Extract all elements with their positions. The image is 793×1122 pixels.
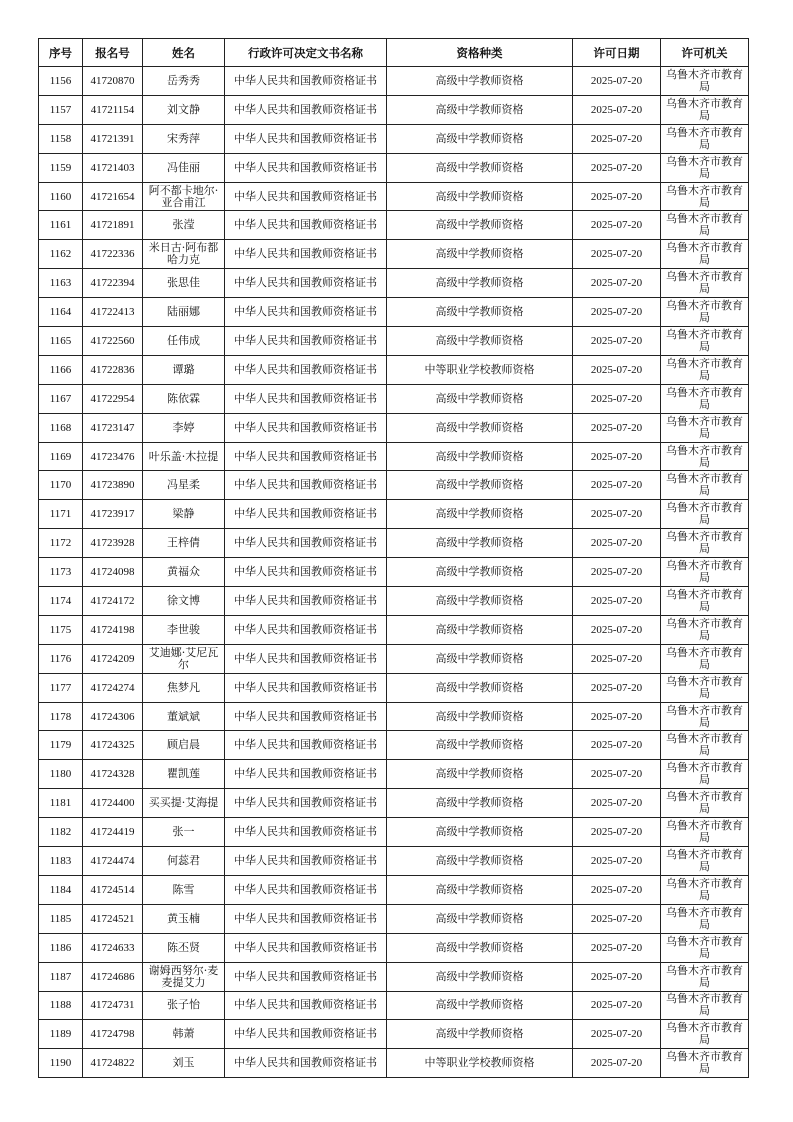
table-row [39, 327, 749, 356]
table-row [39, 1020, 749, 1049]
cell-qualification-type: 高级中学教师资格 [387, 327, 573, 356]
cell-name: 阿不都卡地尔·亚合甫江 [143, 182, 225, 211]
table-row [39, 789, 749, 818]
cell-qualification-type: 高级中学教师资格 [387, 702, 573, 731]
cell-index: 1172 [39, 529, 83, 558]
cell-registration-number: 41722413 [83, 298, 143, 327]
cell-index: 1156 [39, 67, 83, 96]
cell-document-name: 中华人民共和国教师资格证书 [225, 182, 387, 211]
header-permit-authority: 许可机关 [661, 39, 749, 67]
cell-name: 董斌斌 [143, 702, 225, 731]
cell-document-name: 中华人民共和国教师资格证书 [225, 587, 387, 616]
table-row [39, 355, 749, 384]
cell-name: 冯星柔 [143, 471, 225, 500]
cell-document-name: 中华人民共和国教师资格证书 [225, 355, 387, 384]
cell-index: 1180 [39, 760, 83, 789]
cell-document-name: 中华人民共和国教师资格证书 [225, 124, 387, 153]
cell-permit-authority: 乌鲁木齐市教育局 [661, 442, 749, 471]
cell-index: 1164 [39, 298, 83, 327]
cell-qualification-type: 高级中学教师资格 [387, 875, 573, 904]
cell-permit-date: 2025-07-20 [573, 153, 661, 182]
cell-name: 陆丽娜 [143, 298, 225, 327]
table-row [39, 529, 749, 558]
cell-registration-number: 41721403 [83, 153, 143, 182]
cell-document-name: 中华人民共和国教师资格证书 [225, 500, 387, 529]
cell-document-name: 中华人民共和国教师资格证书 [225, 731, 387, 760]
cell-index: 1167 [39, 384, 83, 413]
cell-permit-date: 2025-07-20 [573, 67, 661, 96]
cell-registration-number: 41724172 [83, 587, 143, 616]
table-row [39, 442, 749, 471]
cell-index: 1178 [39, 702, 83, 731]
cell-qualification-type: 高级中学教师资格 [387, 818, 573, 847]
cell-registration-number: 41722836 [83, 355, 143, 384]
cell-document-name: 中华人民共和国教师资格证书 [225, 1049, 387, 1078]
cell-permit-date: 2025-07-20 [573, 558, 661, 587]
cell-registration-number: 41724400 [83, 789, 143, 818]
cell-permit-date: 2025-07-20 [573, 1049, 661, 1078]
cell-document-name: 中华人民共和国教师资格证书 [225, 240, 387, 269]
cell-name: 黄福众 [143, 558, 225, 587]
cell-permit-authority: 乌鲁木齐市教育局 [661, 500, 749, 529]
header-permit-date: 许可日期 [573, 39, 661, 67]
cell-registration-number: 41724306 [83, 702, 143, 731]
cell-name: 张思佳 [143, 269, 225, 298]
cell-index: 1190 [39, 1049, 83, 1078]
cell-index: 1161 [39, 211, 83, 240]
table-row [39, 269, 749, 298]
cell-index: 1158 [39, 124, 83, 153]
cell-permit-date: 2025-07-20 [573, 933, 661, 962]
cell-qualification-type: 高级中学教师资格 [387, 789, 573, 818]
cell-permit-date: 2025-07-20 [573, 615, 661, 644]
cell-permit-date: 2025-07-20 [573, 384, 661, 413]
cell-qualification-type: 高级中学教师资格 [387, 124, 573, 153]
cell-registration-number: 41724521 [83, 904, 143, 933]
cell-name: 冯佳丽 [143, 153, 225, 182]
cell-permit-authority: 乌鲁木齐市教育局 [661, 124, 749, 153]
cell-permit-authority: 乌鲁木齐市教育局 [661, 962, 749, 991]
table-row [39, 962, 749, 991]
cell-name: 任伟成 [143, 327, 225, 356]
table-row [39, 702, 749, 731]
cell-permit-date: 2025-07-20 [573, 991, 661, 1020]
cell-document-name: 中华人民共和国教师资格证书 [225, 558, 387, 587]
cell-qualification-type: 高级中学教师资格 [387, 153, 573, 182]
cell-document-name: 中华人民共和国教师资格证书 [225, 847, 387, 876]
cell-qualification-type: 高级中学教师资格 [387, 731, 573, 760]
cell-qualification-type: 高级中学教师资格 [387, 240, 573, 269]
cell-index: 1171 [39, 500, 83, 529]
cell-qualification-type: 高级中学教师资格 [387, 384, 573, 413]
cell-permit-date: 2025-07-20 [573, 702, 661, 731]
cell-permit-date: 2025-07-20 [573, 269, 661, 298]
cell-document-name: 中华人民共和国教师资格证书 [225, 269, 387, 298]
cell-permit-date: 2025-07-20 [573, 847, 661, 876]
cell-permit-date: 2025-07-20 [573, 818, 661, 847]
cell-permit-date: 2025-07-20 [573, 442, 661, 471]
cell-document-name: 中华人民共和国教师资格证书 [225, 933, 387, 962]
cell-index: 1163 [39, 269, 83, 298]
cell-registration-number: 41721891 [83, 211, 143, 240]
cell-permit-date: 2025-07-20 [573, 760, 661, 789]
cell-qualification-type: 高级中学教师资格 [387, 442, 573, 471]
cell-permit-date: 2025-07-20 [573, 182, 661, 211]
cell-permit-authority: 乌鲁木齐市教育局 [661, 904, 749, 933]
cell-document-name: 中华人民共和国教师资格证书 [225, 384, 387, 413]
cell-permit-authority: 乌鲁木齐市教育局 [661, 355, 749, 384]
cell-name: 叶乐盖·木拉提 [143, 442, 225, 471]
cell-name: 张子怡 [143, 991, 225, 1020]
cell-permit-authority: 乌鲁木齐市教育局 [661, 327, 749, 356]
table-row [39, 500, 749, 529]
cell-index: 1189 [39, 1020, 83, 1049]
cell-permit-authority: 乌鲁木齐市教育局 [661, 211, 749, 240]
table-row [39, 211, 749, 240]
cell-document-name: 中华人民共和国教师资格证书 [225, 904, 387, 933]
cell-index: 1160 [39, 182, 83, 211]
cell-document-name: 中华人民共和国教师资格证书 [225, 818, 387, 847]
table-row [39, 298, 749, 327]
cell-permit-authority: 乌鲁木齐市教育局 [661, 615, 749, 644]
cell-document-name: 中华人民共和国教师资格证书 [225, 67, 387, 96]
cell-permit-authority: 乌鲁木齐市教育局 [661, 847, 749, 876]
cell-index: 1179 [39, 731, 83, 760]
cell-qualification-type: 高级中学教师资格 [387, 182, 573, 211]
table-row [39, 471, 749, 500]
cell-name: 陈雪 [143, 875, 225, 904]
cell-registration-number: 41723890 [83, 471, 143, 500]
cell-document-name: 中华人民共和国教师资格证书 [225, 875, 387, 904]
cell-qualification-type: 高级中学教师资格 [387, 962, 573, 991]
cell-name: 黄玉楠 [143, 904, 225, 933]
cell-qualification-type: 高级中学教师资格 [387, 991, 573, 1020]
cell-name: 瞿凯莲 [143, 760, 225, 789]
cell-permit-authority: 乌鲁木齐市教育局 [661, 933, 749, 962]
cell-registration-number: 41723147 [83, 413, 143, 442]
cell-document-name: 中华人民共和国教师资格证书 [225, 153, 387, 182]
cell-name: 刘文静 [143, 95, 225, 124]
cell-permit-authority: 乌鲁木齐市教育局 [661, 269, 749, 298]
cell-registration-number: 41721154 [83, 95, 143, 124]
cell-qualification-type: 高级中学教师资格 [387, 644, 573, 673]
cell-registration-number: 41720870 [83, 67, 143, 96]
cell-permit-date: 2025-07-20 [573, 298, 661, 327]
cell-permit-authority: 乌鲁木齐市教育局 [661, 298, 749, 327]
cell-permit-date: 2025-07-20 [573, 124, 661, 153]
cell-document-name: 中华人民共和国教师资格证书 [225, 471, 387, 500]
cell-name: 李世骏 [143, 615, 225, 644]
table-row [39, 384, 749, 413]
cell-index: 1168 [39, 413, 83, 442]
cell-name: 谭璐 [143, 355, 225, 384]
cell-registration-number: 41724419 [83, 818, 143, 847]
cell-document-name: 中华人民共和国教师资格证书 [225, 702, 387, 731]
table-row [39, 615, 749, 644]
cell-permit-date: 2025-07-20 [573, 875, 661, 904]
cell-name: 李婷 [143, 413, 225, 442]
cell-document-name: 中华人民共和国教师资格证书 [225, 327, 387, 356]
cell-permit-authority: 乌鲁木齐市教育局 [661, 558, 749, 587]
cell-permit-authority: 乌鲁木齐市教育局 [661, 240, 749, 269]
cell-permit-authority: 乌鲁木齐市教育局 [661, 702, 749, 731]
cell-registration-number: 41724274 [83, 673, 143, 702]
cell-index: 1176 [39, 644, 83, 673]
cell-registration-number: 41724209 [83, 644, 143, 673]
cell-qualification-type: 高级中学教师资格 [387, 904, 573, 933]
cell-permit-authority: 乌鲁木齐市教育局 [661, 991, 749, 1020]
cell-qualification-type: 高级中学教师资格 [387, 211, 573, 240]
cell-permit-authority: 乌鲁木齐市教育局 [661, 153, 749, 182]
cell-document-name: 中华人民共和国教师资格证书 [225, 413, 387, 442]
cell-permit-date: 2025-07-20 [573, 789, 661, 818]
table-row [39, 644, 749, 673]
table-row [39, 1049, 749, 1078]
cell-name: 梁静 [143, 500, 225, 529]
cell-document-name: 中华人民共和国教师资格证书 [225, 298, 387, 327]
cell-registration-number: 41724514 [83, 875, 143, 904]
table-body [39, 67, 749, 1078]
table-row [39, 818, 749, 847]
cell-permit-authority: 乌鲁木齐市教育局 [661, 875, 749, 904]
table-row [39, 124, 749, 153]
cell-permit-authority: 乌鲁木齐市教育局 [661, 587, 749, 616]
cell-name: 顾启晨 [143, 731, 225, 760]
cell-document-name: 中华人民共和国教师资格证书 [225, 760, 387, 789]
cell-name: 陈依霖 [143, 384, 225, 413]
cell-registration-number: 41724325 [83, 731, 143, 760]
cell-qualification-type: 高级中学教师资格 [387, 471, 573, 500]
header-row [39, 39, 749, 67]
cell-registration-number: 41722954 [83, 384, 143, 413]
cell-index: 1174 [39, 587, 83, 616]
cell-document-name: 中华人民共和国教师资格证书 [225, 95, 387, 124]
cell-document-name: 中华人民共和国教师资格证书 [225, 644, 387, 673]
cell-index: 1175 [39, 615, 83, 644]
cell-index: 1181 [39, 789, 83, 818]
cell-registration-number: 41724098 [83, 558, 143, 587]
cell-index: 1184 [39, 875, 83, 904]
cell-registration-number: 41723476 [83, 442, 143, 471]
cell-index: 1173 [39, 558, 83, 587]
cell-document-name: 中华人民共和国教师资格证书 [225, 673, 387, 702]
cell-permit-date: 2025-07-20 [573, 413, 661, 442]
cell-permit-date: 2025-07-20 [573, 500, 661, 529]
cell-name: 谢姆西努尔·麦麦提艾力 [143, 962, 225, 991]
cell-registration-number: 41724198 [83, 615, 143, 644]
cell-qualification-type: 中等职业学校教师资格 [387, 1049, 573, 1078]
cell-registration-number: 41724798 [83, 1020, 143, 1049]
header-registration-number: 报名号 [83, 39, 143, 67]
cell-qualification-type: 高级中学教师资格 [387, 847, 573, 876]
cell-index: 1170 [39, 471, 83, 500]
cell-qualification-type: 中等职业学校教师资格 [387, 355, 573, 384]
cell-registration-number: 41722336 [83, 240, 143, 269]
cell-index: 1165 [39, 327, 83, 356]
cell-permit-authority: 乌鲁木齐市教育局 [661, 760, 749, 789]
cell-name: 徐文博 [143, 587, 225, 616]
table-row [39, 875, 749, 904]
cell-name: 陈丕贤 [143, 933, 225, 962]
cell-qualification-type: 高级中学教师资格 [387, 413, 573, 442]
cell-permit-date: 2025-07-20 [573, 529, 661, 558]
cell-qualification-type: 高级中学教师资格 [387, 269, 573, 298]
cell-permit-authority: 乌鲁木齐市教育局 [661, 182, 749, 211]
cell-document-name: 中华人民共和国教师资格证书 [225, 789, 387, 818]
cell-permit-authority: 乌鲁木齐市教育局 [661, 1020, 749, 1049]
cell-index: 1186 [39, 933, 83, 962]
cell-registration-number: 41724474 [83, 847, 143, 876]
cell-permit-date: 2025-07-20 [573, 95, 661, 124]
cell-name: 宋秀萍 [143, 124, 225, 153]
cell-permit-authority: 乌鲁木齐市教育局 [661, 1049, 749, 1078]
cell-permit-authority: 乌鲁木齐市教育局 [661, 673, 749, 702]
table-row [39, 67, 749, 96]
cell-document-name: 中华人民共和国教师资格证书 [225, 529, 387, 558]
header-qualification-type: 资格种类 [387, 39, 573, 67]
cell-qualification-type: 高级中学教师资格 [387, 298, 573, 327]
teacher-qualification-table [38, 38, 749, 1078]
cell-index: 1185 [39, 904, 83, 933]
cell-permit-date: 2025-07-20 [573, 240, 661, 269]
cell-index: 1169 [39, 442, 83, 471]
table-row [39, 240, 749, 269]
cell-name: 米日古·阿布都哈力克 [143, 240, 225, 269]
cell-permit-date: 2025-07-20 [573, 1020, 661, 1049]
cell-permit-authority: 乌鲁木齐市教育局 [661, 529, 749, 558]
table-row [39, 413, 749, 442]
cell-permit-date: 2025-07-20 [573, 327, 661, 356]
cell-qualification-type: 高级中学教师资格 [387, 67, 573, 96]
cell-index: 1162 [39, 240, 83, 269]
cell-document-name: 中华人民共和国教师资格证书 [225, 442, 387, 471]
cell-document-name: 中华人民共和国教师资格证书 [225, 1020, 387, 1049]
header-index: 序号 [39, 39, 83, 67]
cell-registration-number: 41724633 [83, 933, 143, 962]
cell-registration-number: 41722394 [83, 269, 143, 298]
cell-qualification-type: 高级中学教师资格 [387, 1020, 573, 1049]
table-row [39, 904, 749, 933]
cell-index: 1157 [39, 95, 83, 124]
cell-permit-date: 2025-07-20 [573, 587, 661, 616]
cell-registration-number: 41723917 [83, 500, 143, 529]
cell-index: 1188 [39, 991, 83, 1020]
cell-document-name: 中华人民共和国教师资格证书 [225, 962, 387, 991]
cell-name: 艾迪娜·艾尼瓦尔 [143, 644, 225, 673]
cell-permit-date: 2025-07-20 [573, 471, 661, 500]
cell-registration-number: 41724686 [83, 962, 143, 991]
cell-registration-number: 41724731 [83, 991, 143, 1020]
cell-permit-date: 2025-07-20 [573, 673, 661, 702]
cell-qualification-type: 高级中学教师资格 [387, 529, 573, 558]
cell-permit-date: 2025-07-20 [573, 904, 661, 933]
cell-registration-number: 41723928 [83, 529, 143, 558]
table-row [39, 847, 749, 876]
cell-name: 岳秀秀 [143, 67, 225, 96]
cell-index: 1187 [39, 962, 83, 991]
header-name: 姓名 [143, 39, 225, 67]
cell-permit-authority: 乌鲁木齐市教育局 [661, 384, 749, 413]
cell-permit-authority: 乌鲁木齐市教育局 [661, 731, 749, 760]
table-row [39, 760, 749, 789]
cell-permit-authority: 乌鲁木齐市教育局 [661, 95, 749, 124]
cell-qualification-type: 高级中学教师资格 [387, 587, 573, 616]
cell-name: 刘玉 [143, 1049, 225, 1078]
cell-qualification-type: 高级中学教师资格 [387, 500, 573, 529]
cell-index: 1159 [39, 153, 83, 182]
table-row [39, 182, 749, 211]
cell-permit-date: 2025-07-20 [573, 355, 661, 384]
cell-name: 买买提·艾海提 [143, 789, 225, 818]
cell-name: 何蕊君 [143, 847, 225, 876]
cell-document-name: 中华人民共和国教师资格证书 [225, 211, 387, 240]
cell-name: 焦梦凡 [143, 673, 225, 702]
cell-registration-number: 41724328 [83, 760, 143, 789]
cell-permit-date: 2025-07-20 [573, 211, 661, 240]
cell-index: 1177 [39, 673, 83, 702]
cell-qualification-type: 高级中学教师资格 [387, 615, 573, 644]
cell-permit-date: 2025-07-20 [573, 962, 661, 991]
cell-permit-authority: 乌鲁木齐市教育局 [661, 644, 749, 673]
cell-permit-authority: 乌鲁木齐市教育局 [661, 818, 749, 847]
cell-permit-authority: 乌鲁木齐市教育局 [661, 67, 749, 96]
cell-permit-authority: 乌鲁木齐市教育局 [661, 413, 749, 442]
cell-index: 1166 [39, 355, 83, 384]
table-row [39, 587, 749, 616]
table-row [39, 991, 749, 1020]
header-document-name: 行政许可决定文书名称 [225, 39, 387, 67]
cell-registration-number: 41722560 [83, 327, 143, 356]
cell-permit-authority: 乌鲁木齐市教育局 [661, 789, 749, 818]
cell-qualification-type: 高级中学教师资格 [387, 933, 573, 962]
table-row [39, 731, 749, 760]
cell-registration-number: 41721391 [83, 124, 143, 153]
table-row [39, 673, 749, 702]
cell-document-name: 中华人民共和国教师资格证书 [225, 615, 387, 644]
cell-permit-date: 2025-07-20 [573, 644, 661, 673]
table-row [39, 933, 749, 962]
cell-name: 韩萧 [143, 1020, 225, 1049]
cell-name: 张一 [143, 818, 225, 847]
cell-name: 张滢 [143, 211, 225, 240]
cell-document-name: 中华人民共和国教师资格证书 [225, 991, 387, 1020]
cell-registration-number: 41721654 [83, 182, 143, 211]
cell-name: 王梓倩 [143, 529, 225, 558]
cell-qualification-type: 高级中学教师资格 [387, 760, 573, 789]
cell-index: 1183 [39, 847, 83, 876]
table-row [39, 558, 749, 587]
cell-permit-authority: 乌鲁木齐市教育局 [661, 471, 749, 500]
cell-index: 1182 [39, 818, 83, 847]
cell-registration-number: 41724822 [83, 1049, 143, 1078]
cell-permit-date: 2025-07-20 [573, 731, 661, 760]
table-row [39, 95, 749, 124]
cell-qualification-type: 高级中学教师资格 [387, 558, 573, 587]
cell-qualification-type: 高级中学教师资格 [387, 673, 573, 702]
cell-qualification-type: 高级中学教师资格 [387, 95, 573, 124]
table-row [39, 153, 749, 182]
